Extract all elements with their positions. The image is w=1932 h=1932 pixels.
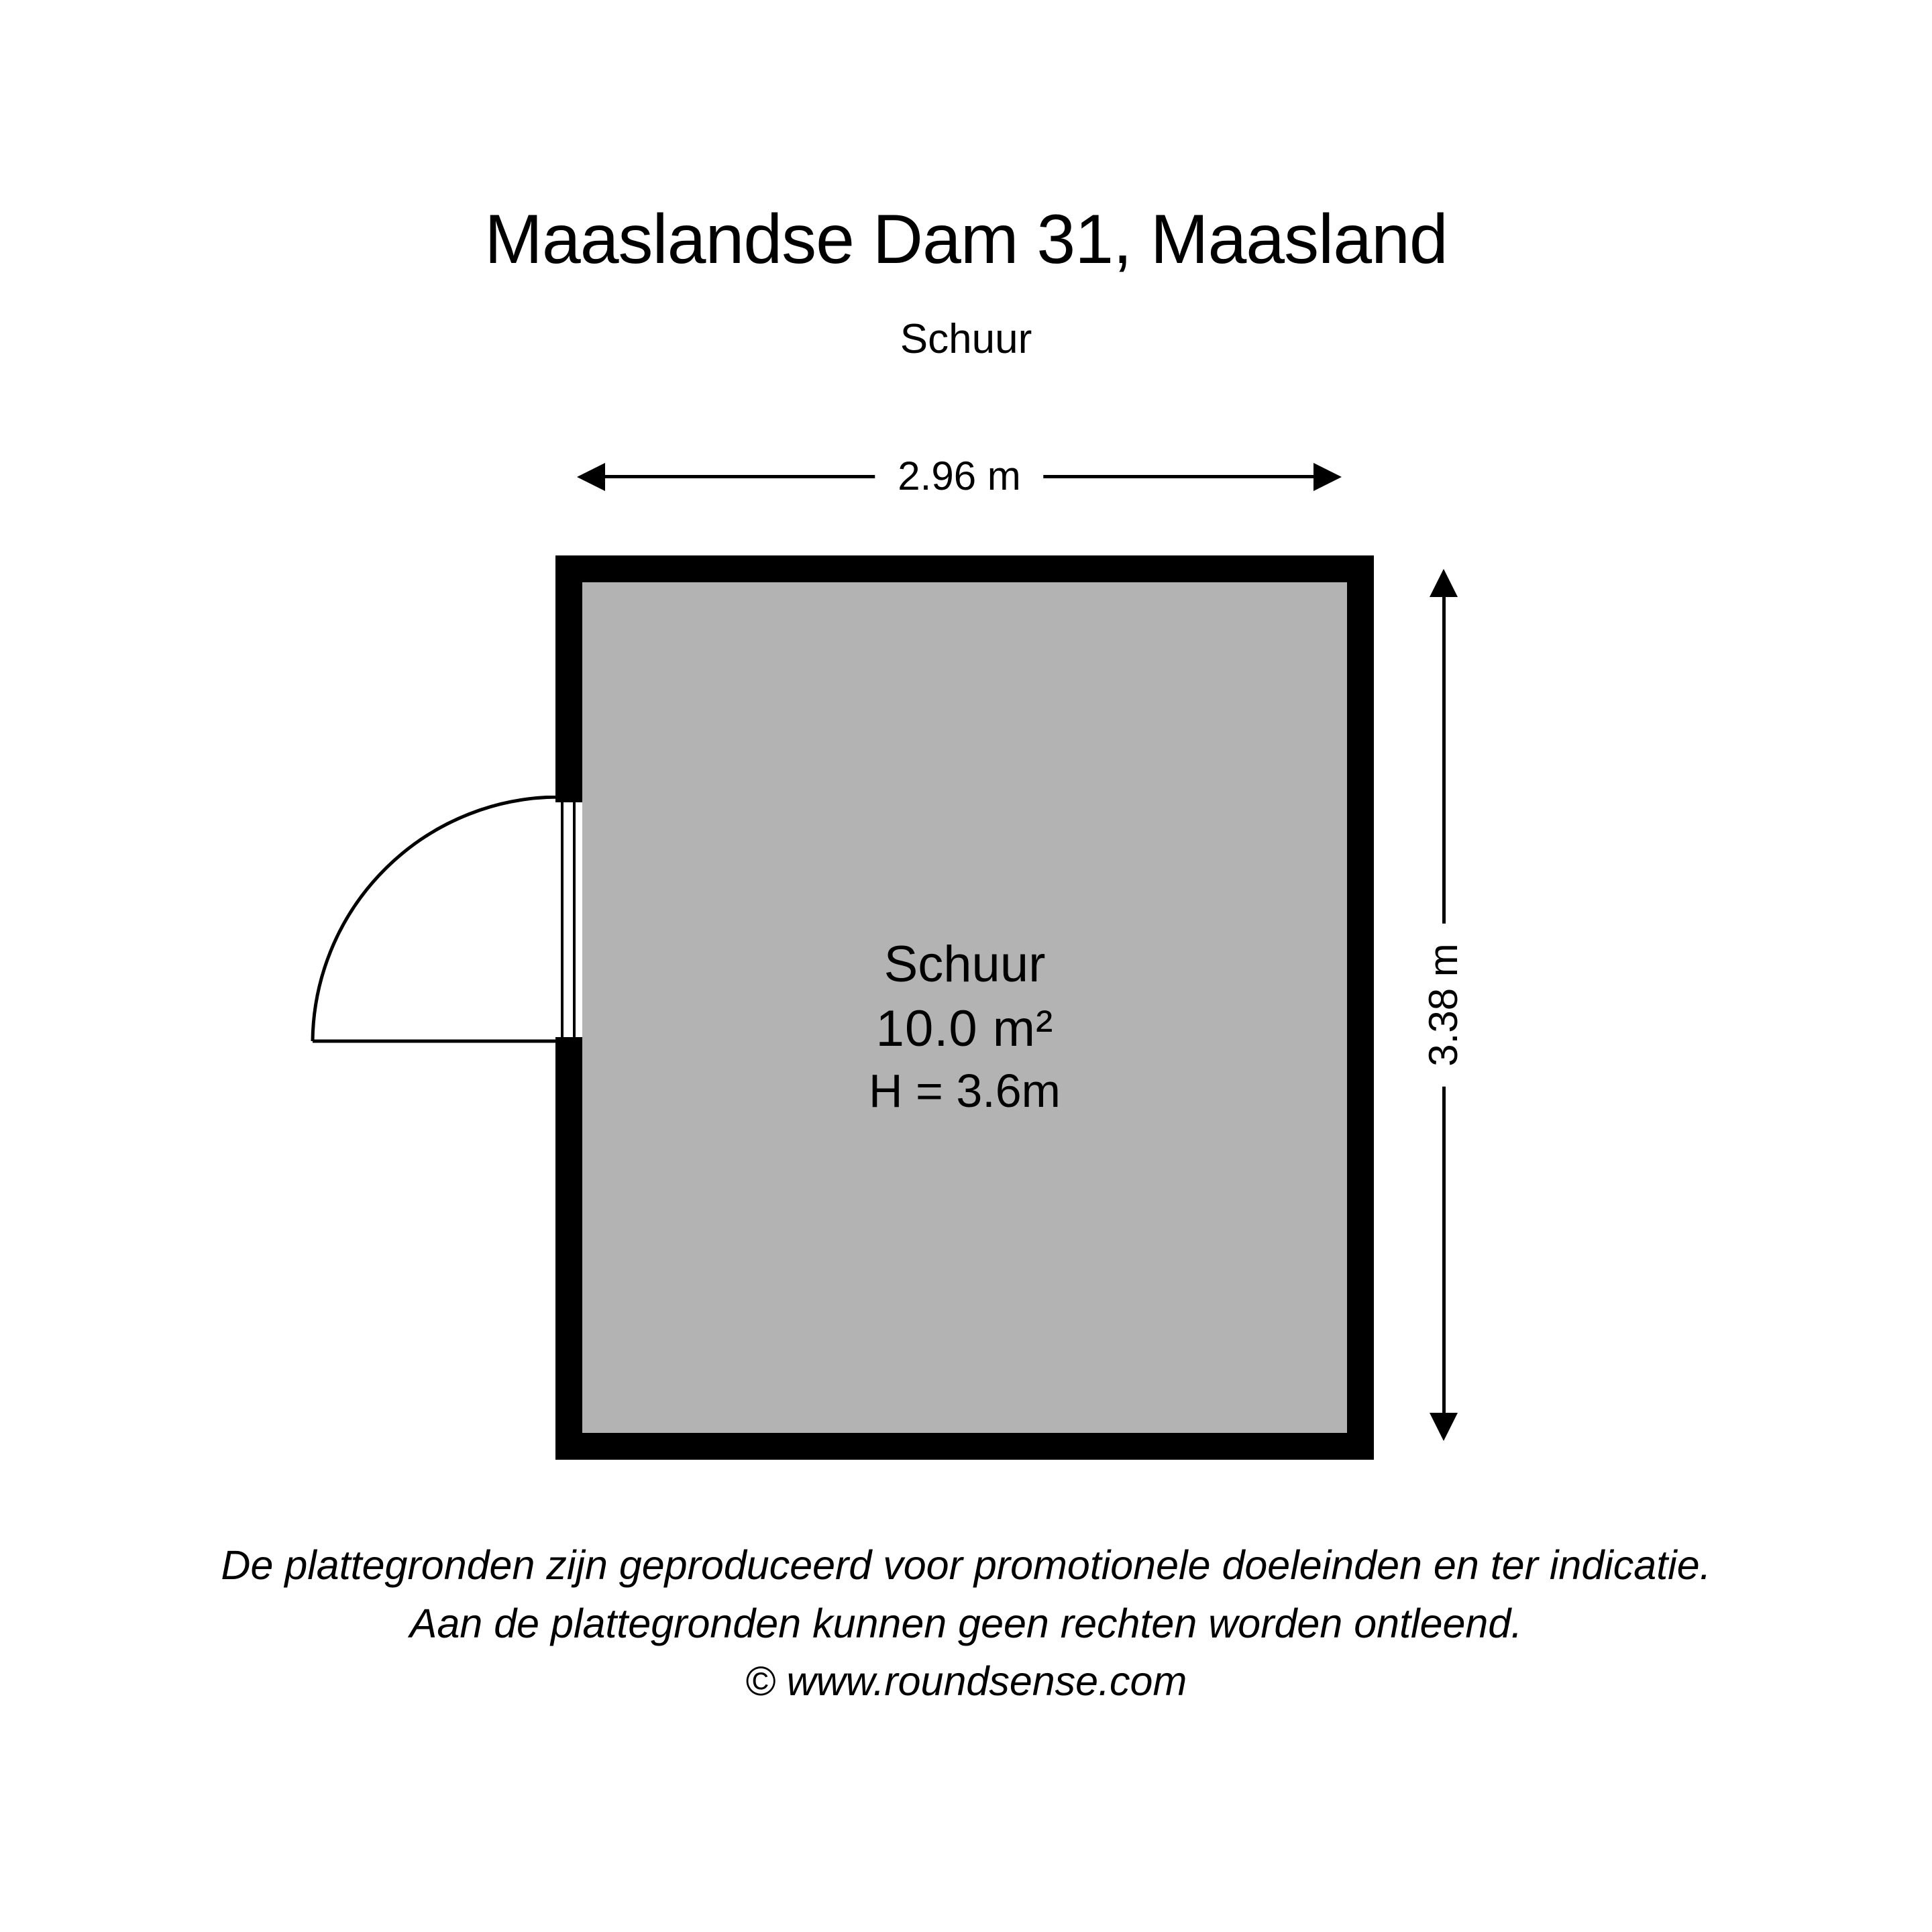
arrow-right-icon (1313, 463, 1342, 491)
page-title: Maaslandse Dam 31, Maasland (484, 201, 1448, 278)
page-subtitle: Schuur (900, 316, 1032, 362)
room-height: H = 3.6m (869, 1064, 1061, 1117)
arrow-down-icon (1430, 1413, 1458, 1441)
room-area: 10.0 m² (875, 1000, 1054, 1057)
footer-disclaimer (0, 1536, 1932, 1711)
height-dimension-label: 3.38 m (1417, 923, 1470, 1086)
room-name: Schuur (883, 936, 1046, 993)
width-dimension (577, 443, 1342, 517)
room-label (555, 932, 1374, 1120)
height-dimension (1395, 569, 1489, 1441)
footer-line-2: Aan de plattegronden kunnen geen rechten worden ontleend. (409, 1600, 1523, 1646)
footer-line-1: De plattegronden zijn geproduceerd voor promotionele doeleinden en ter indicatie. (221, 1542, 1711, 1588)
footer-copyright: © www.roundsense.com (745, 1658, 1187, 1705)
width-dimension-label: 2.96 m (875, 448, 1043, 504)
door-swing-icon (309, 796, 564, 1045)
